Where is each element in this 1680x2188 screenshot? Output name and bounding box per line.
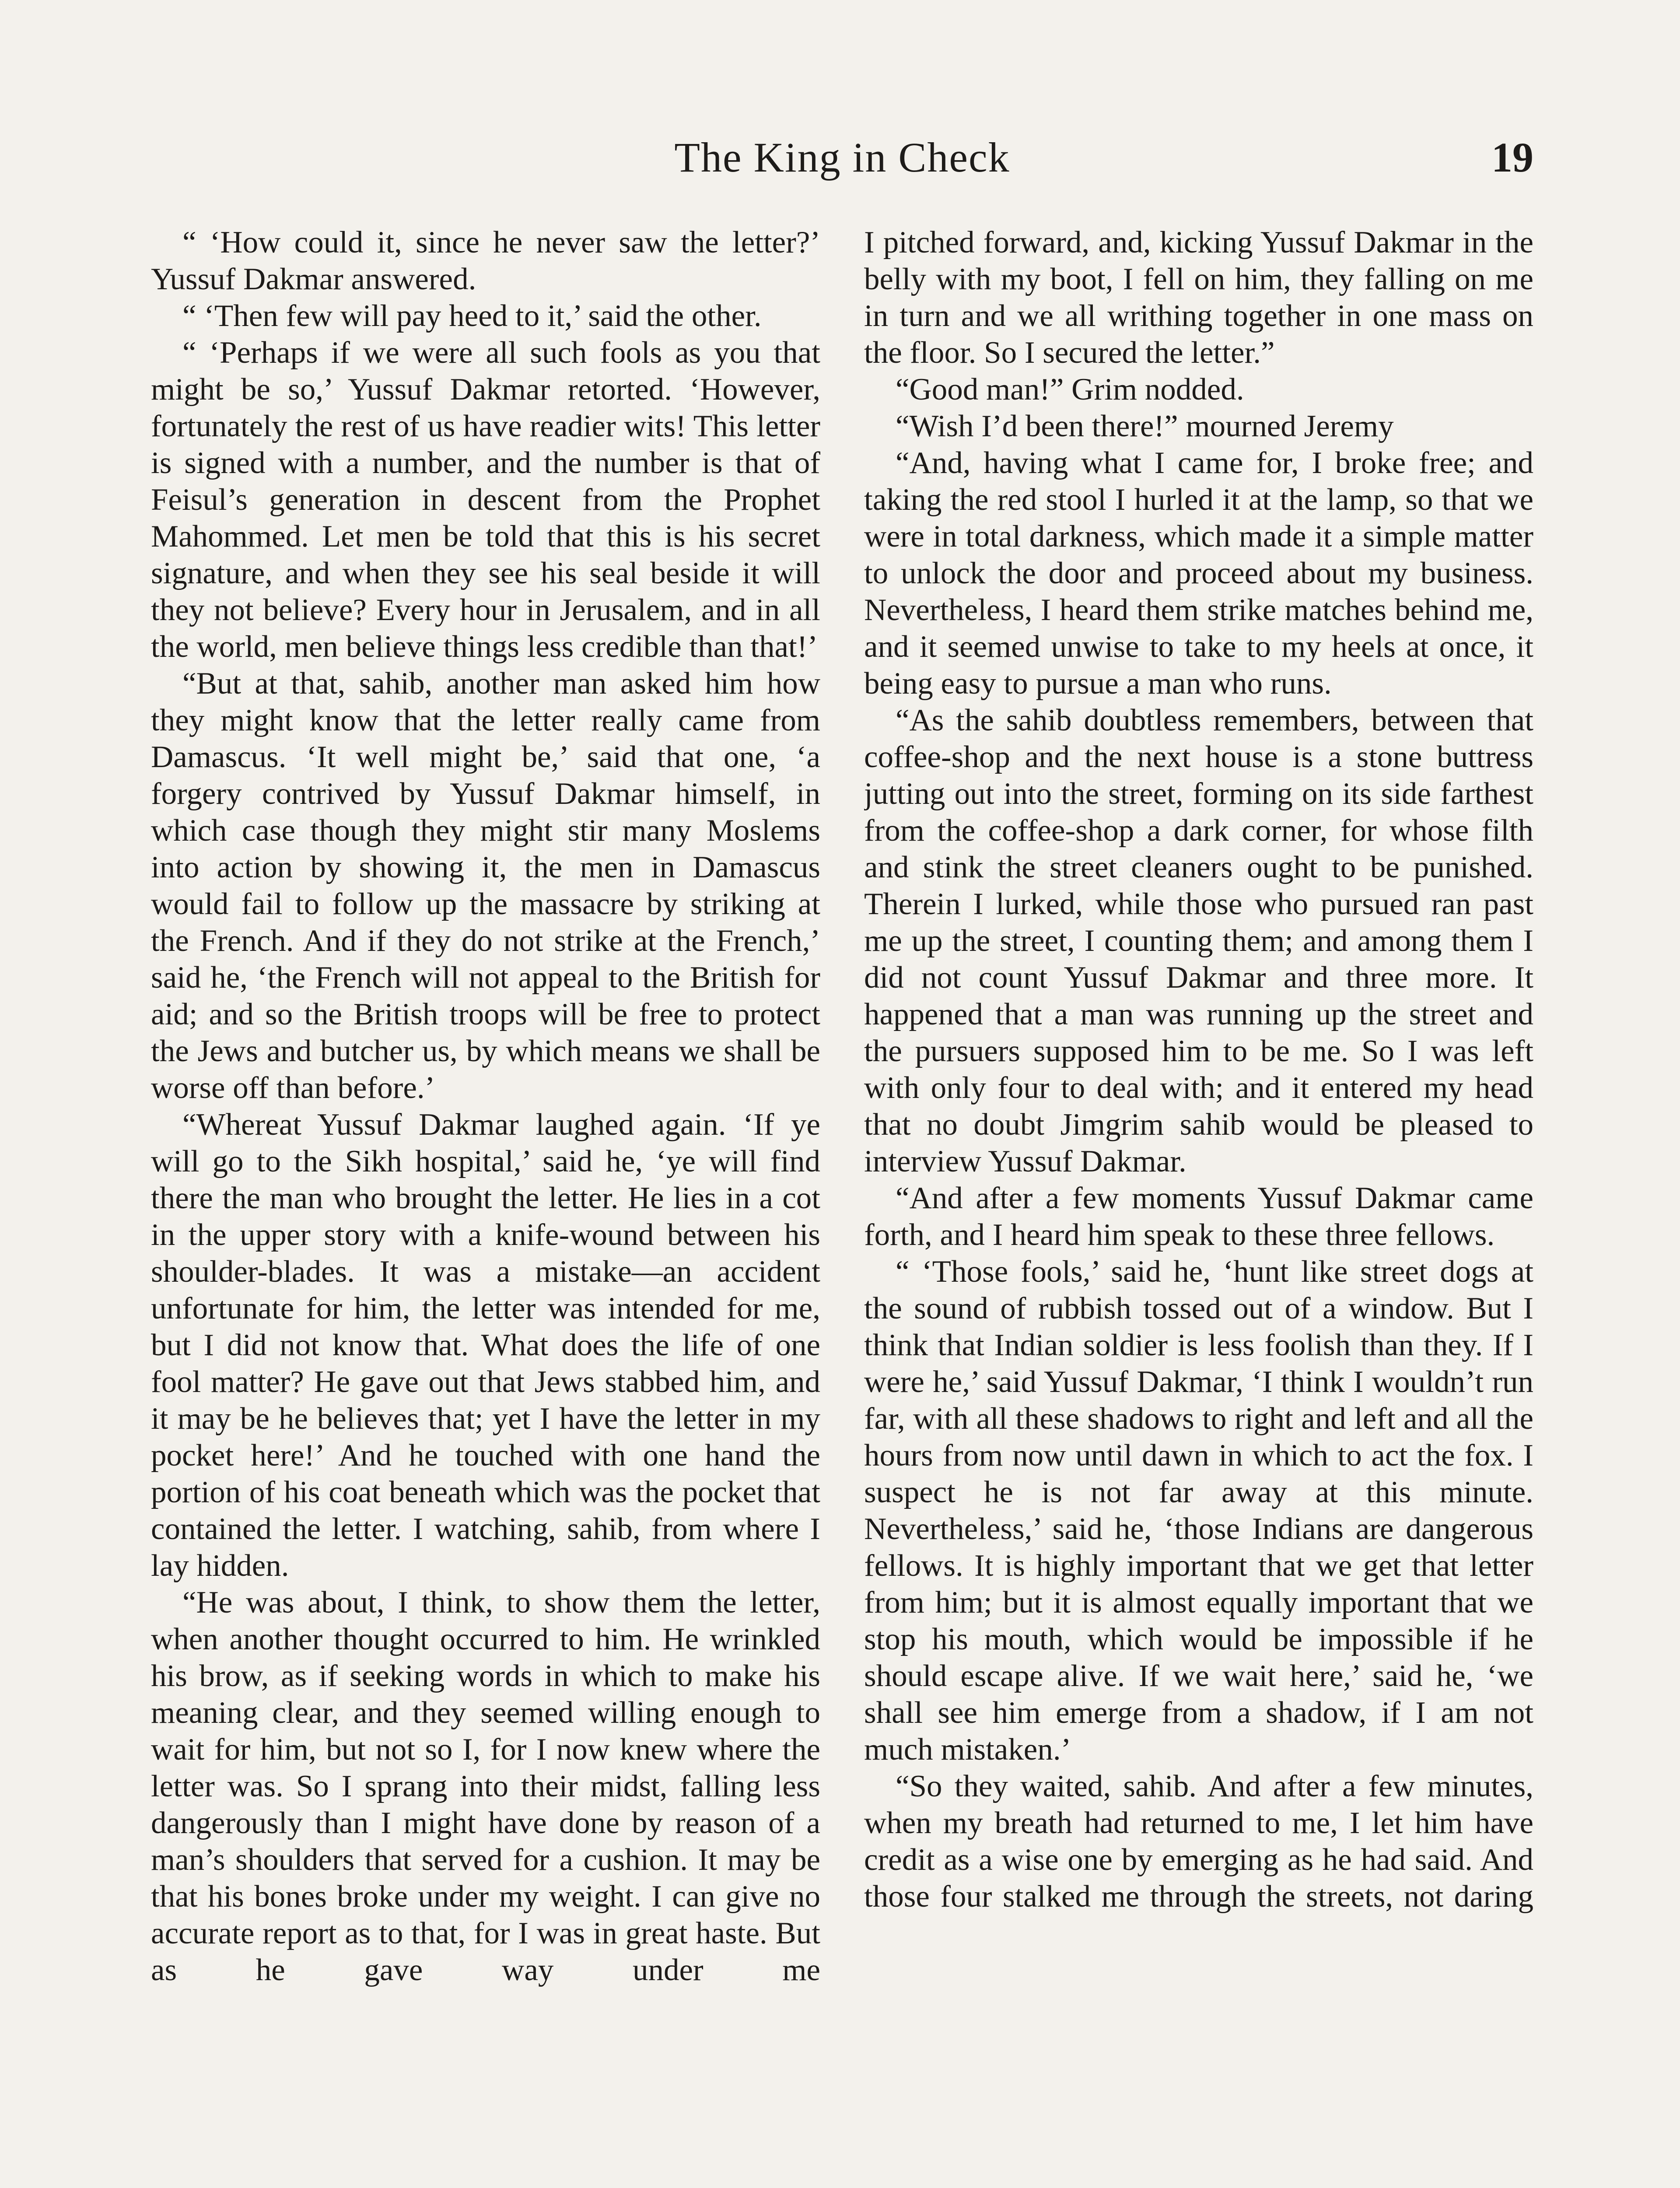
paragraph: “Good man!” Grim nodded. xyxy=(896,372,1244,407)
paragraph: “ ‘Then few will pay heed to it,’ said the other. xyxy=(182,299,762,333)
page-number: 19 xyxy=(1491,134,1533,181)
paragraph: “He was about, I think, to show them the letter, when another thought occurred to him. He wrinkled his brow, as if seeking words in which to make his meaning clear, and they seemed willing enough to wait for him, but not so I, for I now knew where the letter was. So I sprang into their midst, falling less dangerously than I might have done by reason of a man’s shoulders that served for a cushion. It may be that his bones broke under my weight. I can give no accurate report as to that, for I was in great haste. But as he gave way under me xyxy=(151,1585,820,1987)
paragraph: “As the sahib doubtless remembers, between that coffee-shop and the next house is a stone buttress jutting out into the street, forming on its side farthest from the coffee-shop a dark corner, for whose filth and stink the street cleaners ought to be punished. Therein I lurked, while those who pursued ran past me up the street, I counting them; and among them I did not count Yussuf Dakmar and three more. It happened that a man was running up the street and the pursuers supposed him to be me. So I was left with only four to deal with; and it entered my head that no doubt Jimgrim sahib would be pleased to interview Yussuf Dakmar. xyxy=(864,703,1533,1178)
paragraph: “So they waited, sahib. And after a few minutes, when my breath had returned to me, I let him have credit as a wise one by emerging as he had said. And those four stalked me through the streets, not daring xyxy=(864,1769,1533,1914)
paragraph: “And after a few moments Yussuf Dakmar came forth, and I heard him speak to these three fellows. xyxy=(864,1181,1533,1252)
running-title: The King in Check xyxy=(674,134,1010,181)
text-columns xyxy=(151,224,1533,2188)
right-column xyxy=(864,224,1533,2188)
page-header xyxy=(151,127,1533,188)
paragraph: “Wish I’d been there!” mourned Jeremy xyxy=(896,409,1394,443)
paragraph: “ ‘How could it, since he never saw the letter?’ Yussuf Dakmar answered. xyxy=(151,225,820,296)
paragraph: “And, having what I came for, I broke free; and taking the red stool I hurled it at the lamp, so that we were in total darkness, which made it a simple matter to unlock the door and proceed about my business. Nevertheless, I heard them strike matches behind me, and it seemed unwise to take to my heels at once, it being easy to pursue a man who runs. xyxy=(864,446,1533,701)
left-column xyxy=(151,224,820,2188)
paragraph: I pitched forward, and, kicking Yussuf Dakmar in the belly with my boot, I fell on him, they falling on me in turn and we all writhing together in one mass on the floor. So I secured the letter.” xyxy=(864,225,1533,370)
paragraph: “ ‘Those fools,’ said he, ‘hunt like street dogs at the sound of rubbish tossed out of a window. But I think that Indian soldier is less foolish than they. If I were he,’ said Yussuf Dakmar, ‘I think I wouldn’t run far, with all these shadows to right and left and all the hours from now until dawn in which to act the fox. I suspect he is not far away at this minute. Nevertheless,’ said he, ‘those Indians are dangerous fellows. It is highly important that we get that letter from him; but it is almost equally important that we stop his mouth, which would be impossible if he should escape alive. If we wait here,’ said he, ‘we shall see him emerge from a shadow, if I am not much mistaken.’ xyxy=(864,1255,1533,1767)
paragraph: “ ‘Perhaps if we were all such fools as you that might be so,’ Yussuf Dakmar retorted. ‘However, fortunately the rest of us have readier wits! This letter is signed with a number, and the number is that of Feisul’s generation in descent from the Prophet Mahommed. Let men be told that this is his secret signature, and when they see his seal beside it will they not believe? Every hour in Jerusalem, and in all the world, men believe things less credible than that!’ xyxy=(151,336,820,664)
paragraph: “But at that, sahib, another man asked him how they might know that the letter really came from Damascus. ‘It well might be,’ said that one, ‘a forgery contrived by Yussuf Dakmar himself, in which case though they might stir many Moslems into action by showing it, the men in Damascus would fail to follow up the massacre by striking at the French. And if they do not strike at the French,’ said he, ‘the French will not appeal to the British for aid; and so the British troops will be free to protect the Jews and butcher us, by which means we shall be worse off than before.’ xyxy=(151,666,820,1105)
paragraph: “Whereat Yussuf Dakmar laughed again. ‘If ye will go to the Sikh hospital,’ said he, ‘ye will find there the man who brought the letter. He lies in a cot in the upper story with a knife-wound between his shoulder-blades. It was a mistake—an accident unfortunate for him, the letter was intended for me, but I did not know that. What does the life of one fool matter? He gave out that Jews stabbed him, and it may be he believes that; yet I have the letter in my pocket here!’ And he touched with one hand the portion of his coat beneath which was the pocket that contained the letter. I watching, sahib, from where I lay hidden. xyxy=(151,1108,820,1583)
